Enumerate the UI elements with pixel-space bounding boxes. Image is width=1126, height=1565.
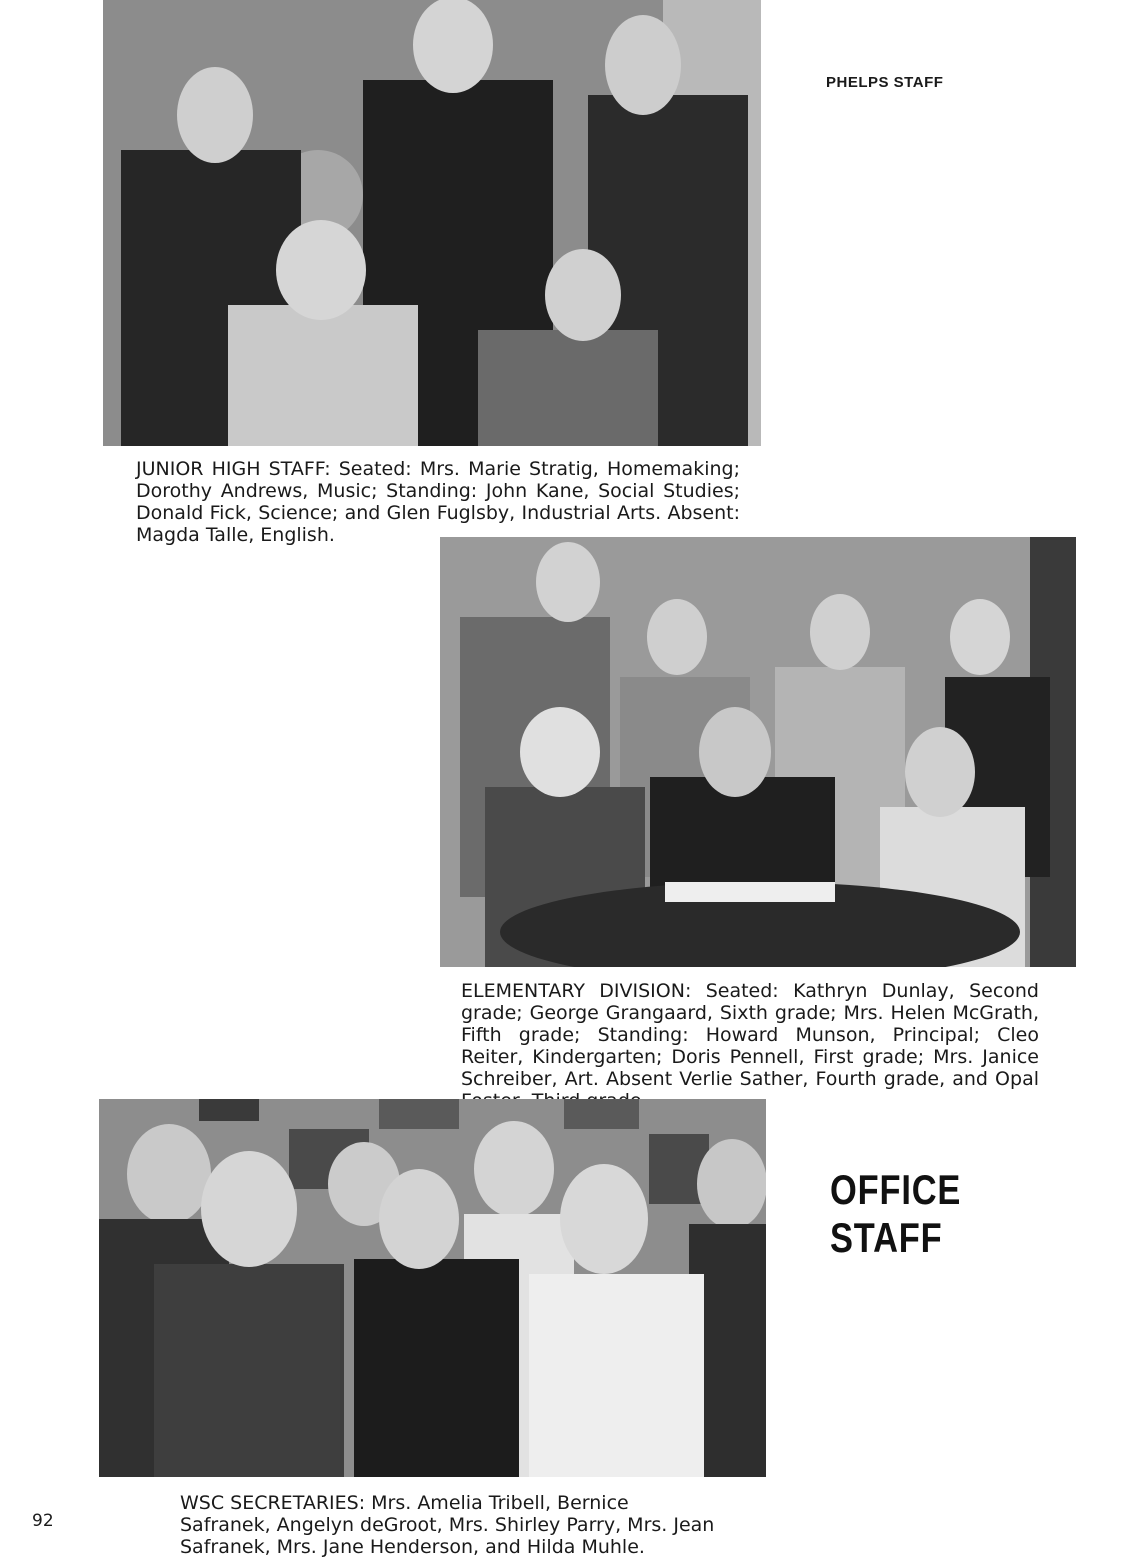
wsc-secretaries-caption: WSC SECRETARIES: Mrs. Amelia Tribell, Bernice Safranek, Angelyn deGroot, Mrs. Shirley Parry, Mrs. Jean Safranek, Mrs. Jane Henderson, and Hilda Muhle.: [180, 1492, 715, 1558]
junior-high-staff-caption: JUNIOR HIGH STAFF: Seated: Mrs. Marie Stratig, Homemaking; Dorothy Andrews, Music; Standing: John Kane, Social Studies; Donald Fick, Science; and Glen Fuglsby, Industrial Arts. Absent: Magda Talle, English.: [136, 458, 740, 546]
section-heading-office-staff: OFFICE STAFF: [830, 1166, 962, 1261]
section-heading-phelps-staff: PHELPS STAFF: [826, 74, 944, 91]
elementary-division-caption: ELEMENTARY DIVISION: Seated: Kathryn Dunlay, Second grade; George Grangaard, Sixth grade; Mrs. Helen McGrath, Fifth grade; Standing: Howard Munson, Principal; Cleo Reiter, Kindergarten; Doris Pennell, First grade; Mrs. Janice Schreiber, Art. Absent Verlie Sather, Fourth grade, and Opal: [461, 980, 1039, 1090]
elementary-division-photo: [440, 537, 1076, 967]
junior-high-staff-photo: [103, 0, 761, 446]
page-number: 92: [32, 1511, 54, 1531]
wsc-secretaries-photo: [99, 1099, 766, 1477]
